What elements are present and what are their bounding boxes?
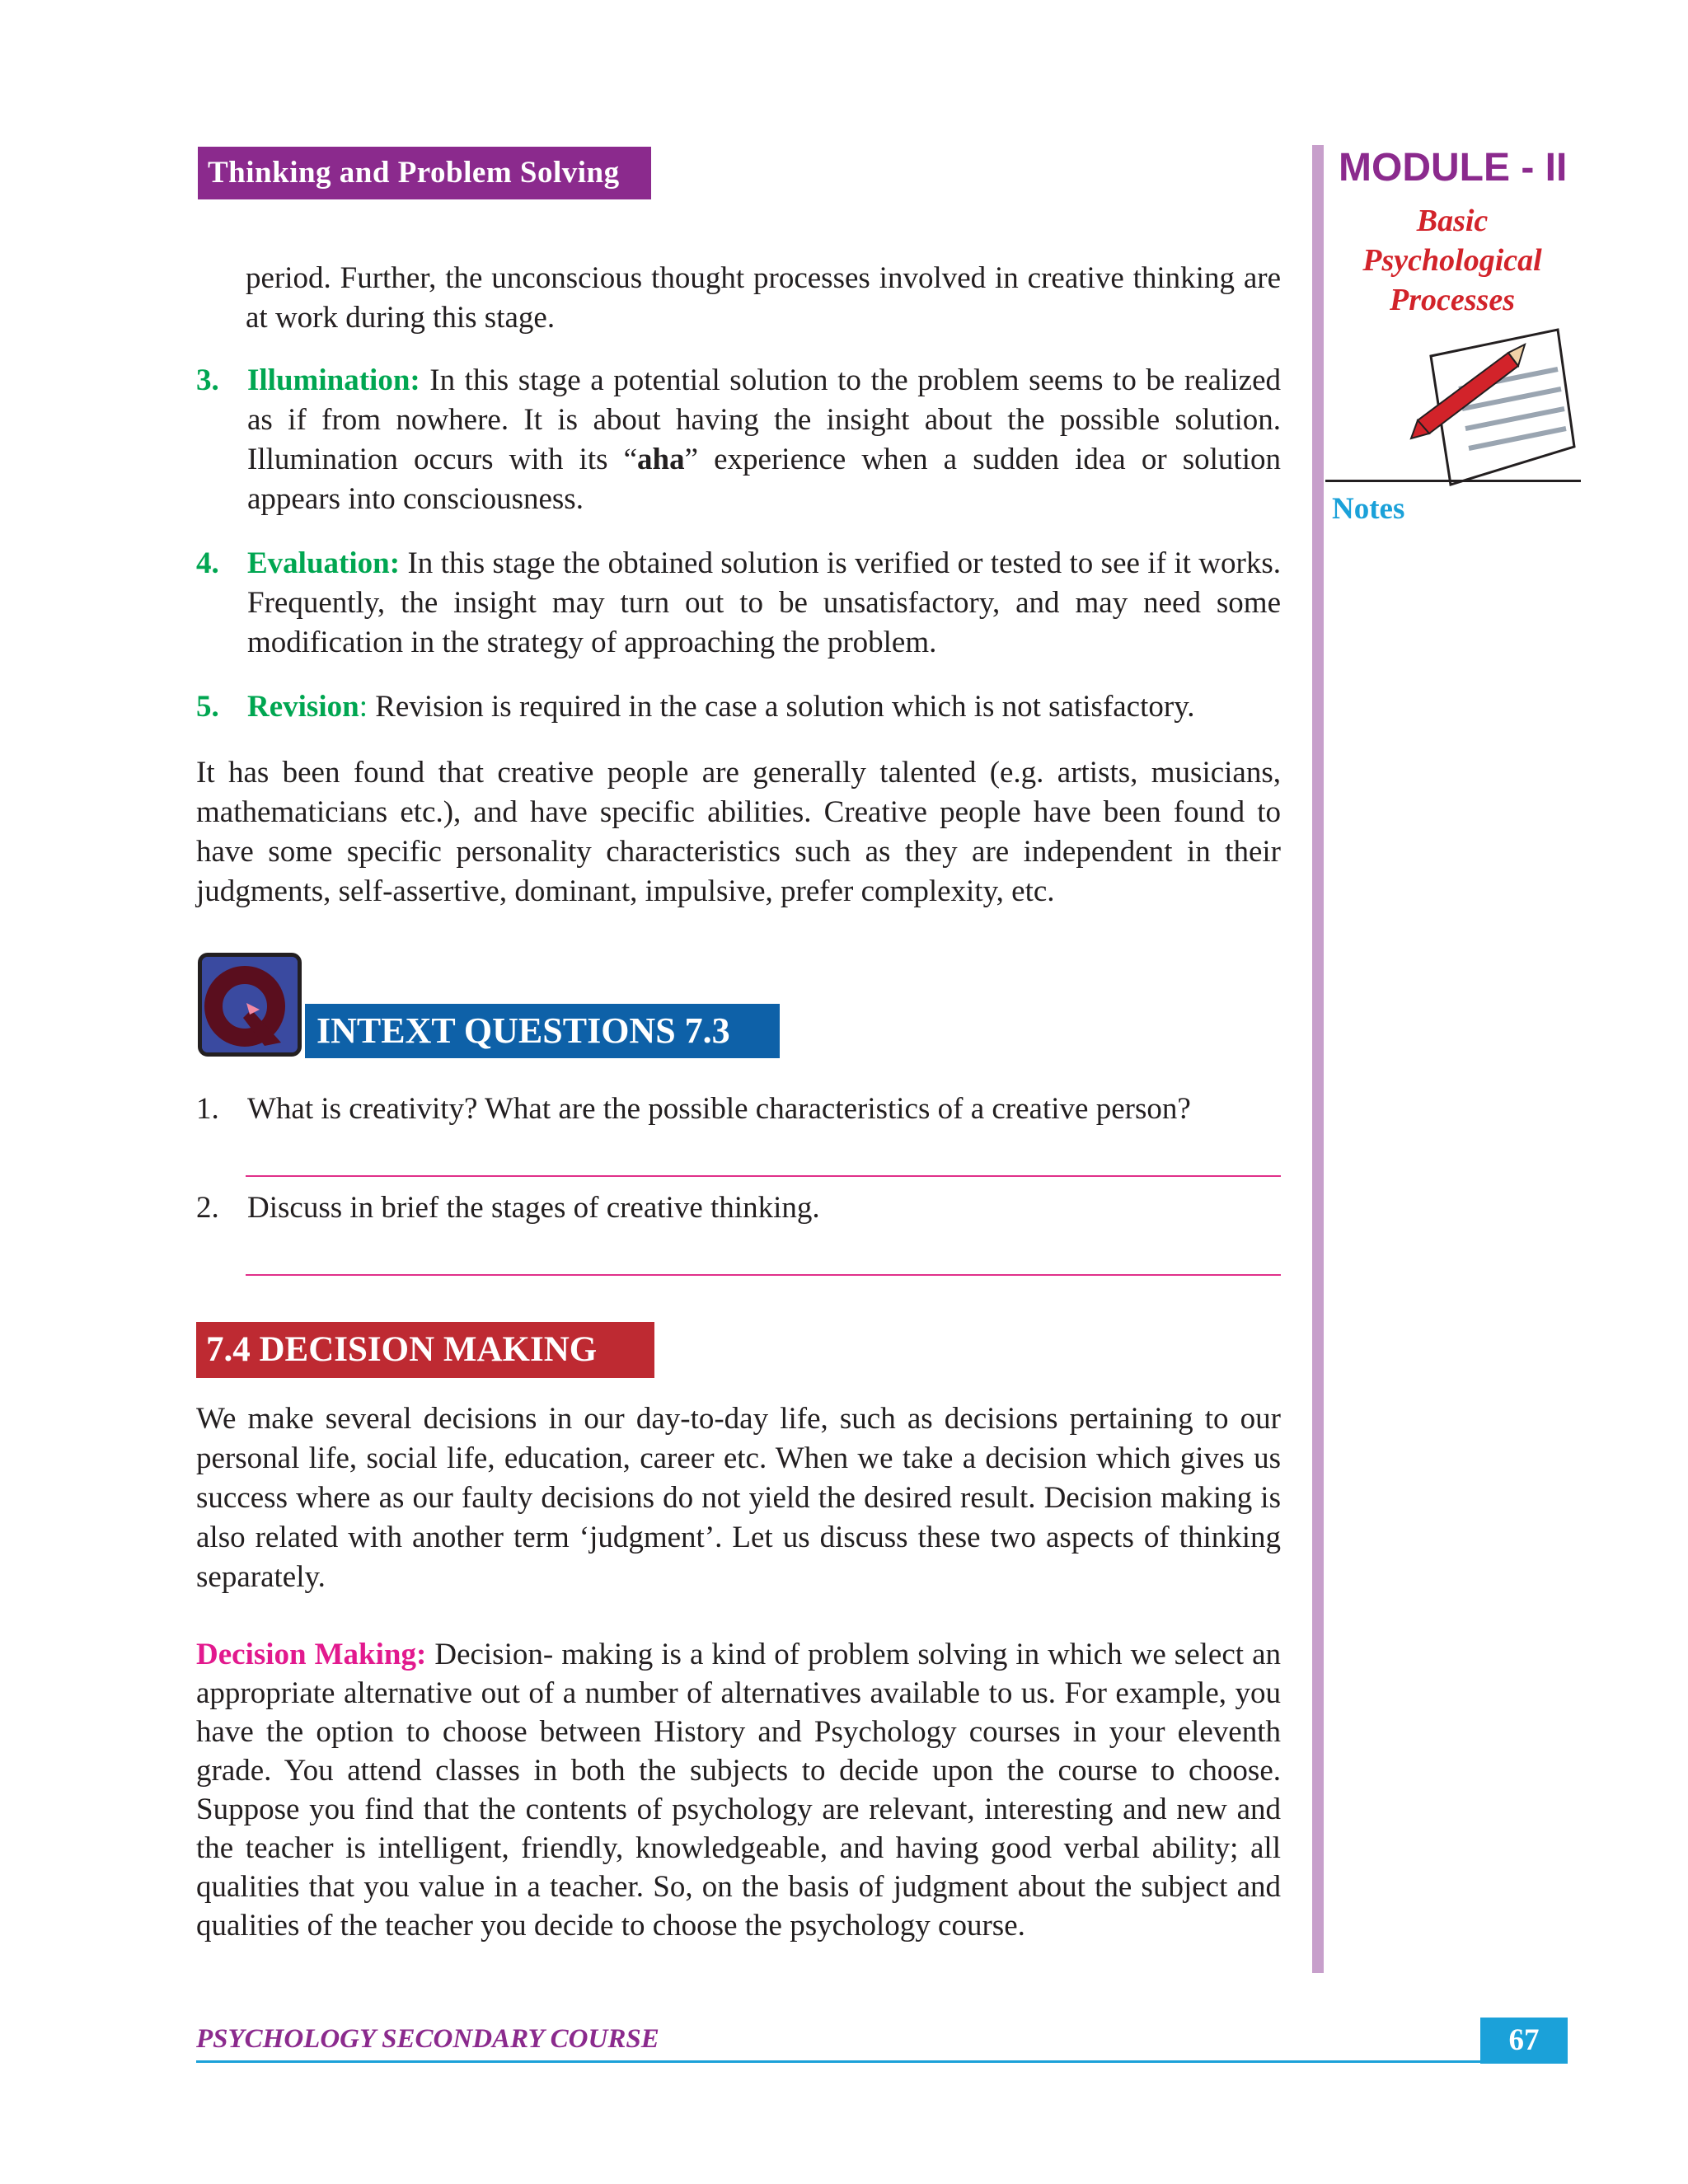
decision-making-paragraph — [196, 1635, 1281, 1945]
list-item-text — [247, 361, 1281, 519]
sidebar-rule — [1312, 145, 1324, 1973]
list-item-number: 3. — [196, 363, 219, 397]
section-intro-paragraph: We make several decisions in our day-to-day life, such as decisions pertaining to our personal life, social life, education, career etc. When we take a decision which gives us success where as our faulty decisions do not yield the desired result. Decision making is also related with another term ‘judgment’. Let us discuss these two aspects of thinking separately. — [196, 1402, 1281, 1594]
answer-line[interactable] — [246, 1175, 1281, 1177]
list-item-text — [247, 687, 1281, 727]
module-subtitle-line: Basic — [1416, 204, 1489, 238]
paragraph-creative: It has been found that creative people are generally talented (e.g. artists, musicians, mathematicians etc.), and have specific abilities. Creative people have been found to have some specific personality characteristics such as they are independent in their judgments, self-assertive, dominant, impulsive, prefer complexity, etc. — [196, 756, 1281, 908]
module-title: MODULE - II — [1339, 146, 1568, 190]
list-item — [196, 687, 1281, 727]
question-text: What is creativity? What are the possible characteristics of a creative person? — [247, 1092, 1191, 1126]
footer-course-name: PSYCHOLOGY SECONDARY COURSE — [196, 2024, 659, 2054]
intext-questions-icon — [198, 953, 302, 1057]
stage-text: In this stage the obtained solution is verified or tested to see if it works. Frequently, the insight may turn out to be unsatisfactory, and may need some modification in the strategy of approaching the problem. — [247, 546, 1281, 659]
question-number: 1. — [196, 1092, 219, 1126]
decision-making-term: Decision Making: — [196, 1638, 427, 1671]
list-item-number: 5. — [196, 690, 219, 724]
section-title: 7.4 DECISION MAKING — [196, 1322, 654, 1378]
stage-text: In this stage a potential solution to the problem seems to be realized as if from nowhere. It is about having the insight about the possible solution. Illumination occurs with its “ — [247, 363, 1281, 476]
question-number: 2. — [196, 1191, 219, 1225]
chapter-tab: Thinking and Problem Solving — [198, 147, 651, 199]
question-text: Discuss in brief the stages of creative thinking. — [247, 1191, 820, 1225]
stage-term: Illumination: — [247, 363, 420, 397]
question-item — [196, 1188, 1281, 1228]
module-subtitle-line: Psychological — [1362, 243, 1542, 278]
stage-text-after: ” experience when a sudden idea or solution appears into consciousness. — [247, 443, 1281, 516]
notes-label: Notes — [1332, 492, 1405, 526]
list-item — [196, 361, 1281, 519]
list-item — [196, 544, 1281, 663]
notes-divider — [1325, 480, 1581, 482]
q-icon — [202, 957, 298, 1052]
list-item-text — [247, 544, 1281, 663]
list-item-number: 4. — [196, 546, 219, 580]
module-subtitle-line: Processes — [1390, 283, 1515, 317]
page-number: 67 — [1480, 2018, 1568, 2064]
continuation-paragraph: period. Further, the unconscious thought processes involved in creative thinking are at work during this stage. — [246, 261, 1281, 335]
stage-colon: : — [359, 690, 368, 724]
decision-making-definition: Decision- making is a kind of problem solving in which we select an appropriate alternative out of a number of alternatives available to us. For example, you have the option to choose between History and Psychology courses in your eleventh grade. You attend classes in both the subjects to decide upon the course to choose. Suppose you find that the contents of psychology are relevant, interesting and new and the teacher is intelligent, friendly, knowledgeable, and having good verbal ability; all qualities that you value in a teacher. So, on the basis of judgment about the subject and qualities of the teacher you decide to choose the psychology course. — [196, 1638, 1281, 1943]
stage-term: Evaluation: — [247, 546, 401, 580]
module-subtitle — [1329, 201, 1576, 320]
stage-term: Revision — [247, 690, 359, 724]
notes-pencil-icon — [1401, 323, 1582, 496]
question-item — [196, 1090, 1281, 1129]
intext-questions-title: INTEXT QUESTIONS 7.3 — [305, 1004, 780, 1058]
footer-rule — [196, 2060, 1480, 2063]
answer-line[interactable] — [246, 1274, 1281, 1276]
stage-text: Revision is required in the case a solution which is not satisfactory. — [367, 690, 1195, 724]
stage-bold-word: aha — [637, 443, 685, 476]
